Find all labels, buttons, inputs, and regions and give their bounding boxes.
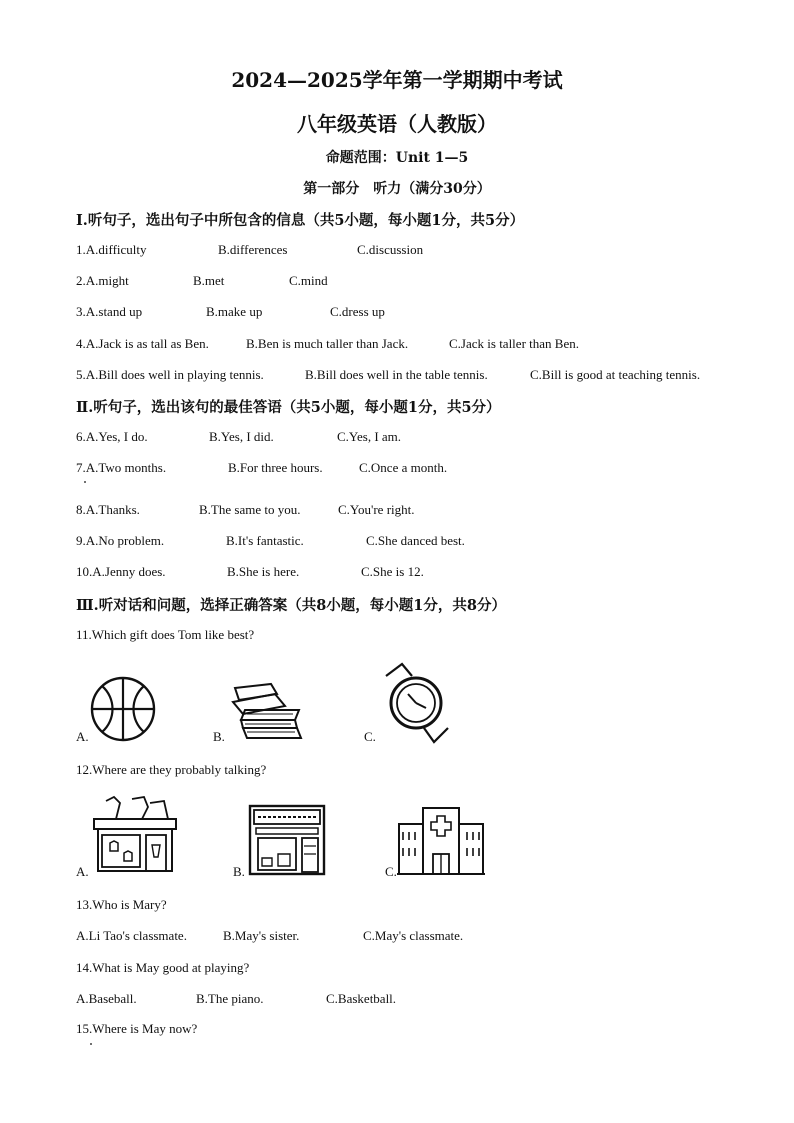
q12-option-b: B. — [233, 864, 245, 879]
part-heading: 第一部分 听力（满分30分） — [303, 181, 491, 197]
q14-option-c: C.Basketball. — [326, 991, 397, 1006]
watch-icon — [378, 662, 454, 744]
q13-stem: 13.Who is Mary? — [76, 897, 167, 912]
q13-option-c: C.May's classmate. — [363, 928, 464, 943]
q12-option-c: C. — [385, 864, 397, 879]
q2-option-b: B.met — [193, 273, 225, 288]
q15-stem: 15.Where is May now? — [76, 1021, 198, 1036]
q11-option-c: C. — [364, 729, 376, 744]
q5-option-c: C.Bill is good at teaching tennis. — [530, 367, 701, 382]
q3-option-b: B.make up — [206, 304, 263, 319]
q10-option-b: B.She is here. — [227, 564, 300, 579]
clothes-store-icon — [92, 795, 178, 875]
q2-option-c: C.mind — [289, 273, 328, 288]
q10-option-c: C.She is 12. — [361, 564, 424, 579]
bookstore-icon — [248, 804, 326, 876]
q14-option-a: A.Baseball. — [76, 991, 137, 1006]
q11-option-a: A. — [76, 729, 89, 744]
q8-option-b: B.The same to you. — [199, 502, 301, 517]
stray-mark — [90, 1043, 92, 1045]
q9-option-b: B.It's fantastic. — [226, 533, 304, 548]
q8-option-c: C.You're right. — [338, 502, 415, 517]
section3-heading: Ⅲ.听对话和问题，选择正确答案（共8小题，每小题1分，共8分） — [76, 597, 506, 614]
hospital-icon — [397, 806, 485, 876]
q8-option-a: 8.A.Thanks. — [76, 502, 140, 517]
q13-option-a: A.Li Tao's classmate. — [76, 928, 187, 943]
exam-scope: 命题范围：Unit 1—5 — [325, 150, 469, 166]
q5-option-b: B.Bill does well in the table tennis. — [305, 367, 488, 382]
q5-option-a: 5.A.Bill does well in playing tennis. — [76, 367, 264, 382]
exam-subtitle: 八年级英语（人教版） — [297, 112, 497, 136]
q10-option-a: 10.A.Jenny does. — [76, 564, 166, 579]
q12-option-a: A. — [76, 864, 89, 879]
q2-option-a: 2.A.might — [76, 273, 129, 288]
q11-option-b: B. — [213, 729, 225, 744]
q1-option-b: B.differences — [218, 242, 288, 257]
q12-stem: 12.Where are they probably talking? — [76, 762, 267, 777]
q14-stem: 14.What is May good at playing? — [76, 960, 250, 975]
section2-heading: Ⅱ.听句子，选出该句的最佳答语（共5小题，每小题1分，共5分） — [76, 399, 501, 416]
books-icon — [225, 680, 307, 744]
q6-option-c: C.Yes, I am. — [337, 429, 402, 444]
q1-option-a: 1.A.difficulty — [76, 242, 147, 257]
q11-stem: 11.Which gift does Tom like best? — [76, 627, 255, 642]
q6-option-a: 6.A.Yes, I do. — [76, 429, 148, 444]
q9-option-c: C.She danced best. — [366, 533, 465, 548]
q13-option-b: B.May's sister. — [223, 928, 300, 943]
q4-option-b: B.Ben is much taller than Jack. — [246, 336, 409, 351]
q7-option-a: 7.A.Two months. — [76, 460, 167, 475]
q6-option-b: B.Yes, I did. — [209, 429, 274, 444]
q4-option-c: C.Jack is taller than Ben. — [449, 336, 579, 351]
q4-option-a: 4.A.Jack is as tall as Ben. — [76, 336, 209, 351]
q1-option-c: C.discussion — [357, 242, 424, 257]
q3-option-a: 3.A.stand up — [76, 304, 143, 319]
q7-option-b: B.For three hours. — [228, 460, 323, 475]
q14-option-b: B.The piano. — [196, 991, 264, 1006]
q9-option-a: 9.A.No problem. — [76, 533, 165, 548]
section1-heading: Ⅰ.听句子，选出句子中所包含的信息（共5小题，每小题1分，共5分） — [76, 212, 525, 229]
exam-title: 2024—2025学年第一学期期中考试 — [231, 68, 563, 92]
stray-mark — [84, 481, 86, 483]
basketball-icon — [88, 674, 158, 744]
q3-option-c: C.dress up — [330, 304, 385, 319]
q7-option-c: C.Once a month. — [359, 460, 448, 475]
